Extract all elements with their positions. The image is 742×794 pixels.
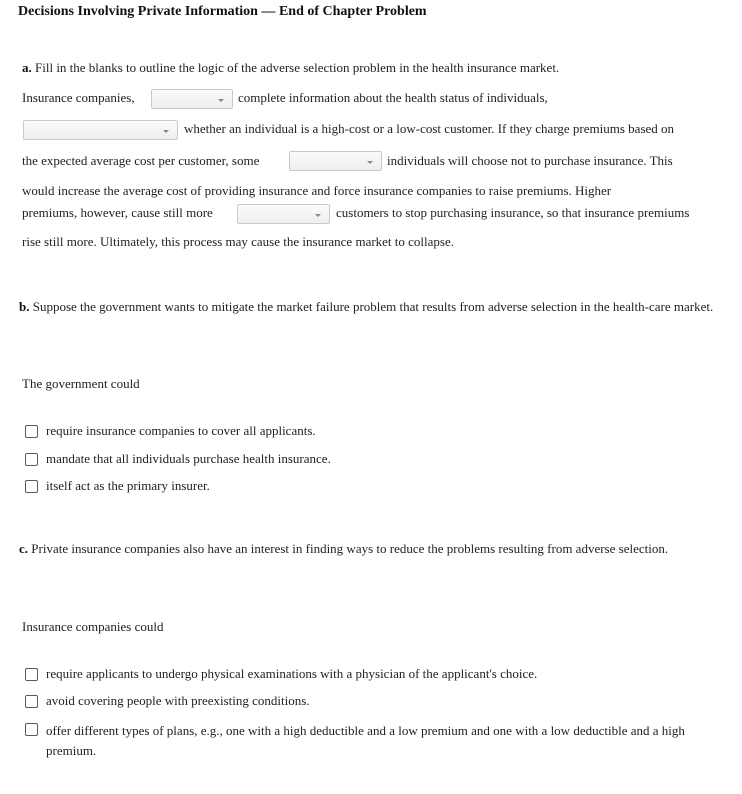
sentence-5-end: customers to stop purchasing insurance, so that insurance premiums	[336, 205, 690, 220]
sentence-1-start: Insurance companies,	[22, 90, 135, 105]
chevron-down-icon	[163, 130, 169, 133]
sentence-4: would increase the average cost of providing insurance and force insurance companies to raise premiums. Higher	[22, 183, 612, 198]
option-b3-checkbox[interactable]	[25, 480, 38, 493]
part-b-letter: b.	[19, 299, 30, 314]
part-c-question	[19, 539, 719, 559]
option-b2-checkbox[interactable]	[25, 453, 38, 466]
sentence-3-start: the expected average cost per customer, some	[22, 153, 260, 168]
sentence-5-start: premiums, however, cause still more	[22, 205, 213, 220]
sentence-3-end: individuals will choose not to purchase insurance. This	[387, 153, 673, 168]
option-c1-checkbox[interactable]	[25, 668, 38, 681]
option-b1-label: require insurance companies to cover all applicants.	[46, 423, 316, 438]
option-b2-label: mandate that all individuals purchase health insurance.	[46, 451, 331, 466]
chevron-down-icon	[218, 99, 224, 102]
part-b-prompt: Suppose the government wants to mitigate the market failure problem that results from adverse selection in the health-care market.	[32, 299, 714, 314]
blank-2-dropdown[interactable]	[23, 120, 178, 140]
option-c2-label: avoid covering people with preexisting conditions.	[46, 693, 310, 708]
option-c1-label: require applicants to undergo physical examinations with a physician of the applicant's choice.	[46, 666, 538, 681]
sentence-2-end: whether an individual is a high-cost or a low-cost customer. If they charge premiums based on	[184, 121, 675, 136]
part-a-question	[22, 60, 559, 76]
blank-1-dropdown[interactable]	[151, 89, 233, 109]
chevron-down-icon	[367, 161, 373, 164]
part-b-question	[19, 297, 719, 317]
option-c3-checkbox[interactable]	[25, 723, 38, 736]
part-c-letter: c.	[19, 541, 29, 556]
option-c3-label: offer different types of plans, e.g., one with a high deductible and a low premium and one with a low deductible and a high premium.	[46, 723, 685, 758]
chevron-down-icon	[315, 214, 321, 217]
sentence-1-end: complete information about the health status of individuals,	[238, 90, 548, 105]
option-b1-checkbox[interactable]	[25, 425, 38, 438]
option-c2-checkbox[interactable]	[25, 695, 38, 708]
option-b3-label: itself act as the primary insurer.	[46, 478, 210, 493]
page-title: Decisions Involving Private Information — End of Chapter Problem	[18, 4, 427, 19]
part-a-prompt: Fill in the blanks to outline the logic of the adverse selection problem in the health insurance market.	[35, 60, 560, 75]
part-b-lead: The government could	[22, 376, 140, 391]
part-a-letter: a.	[22, 60, 32, 75]
part-c-prompt: Private insurance companies also have an interest in finding ways to reduce the problems resulting from adverse selection.	[31, 541, 669, 556]
blank-3-dropdown[interactable]	[289, 151, 382, 171]
sentence-6: rise still more. Ultimately, this process may cause the insurance market to collapse.	[22, 234, 455, 249]
part-c-lead: Insurance companies could	[22, 619, 164, 634]
blank-4-dropdown[interactable]	[237, 204, 330, 224]
